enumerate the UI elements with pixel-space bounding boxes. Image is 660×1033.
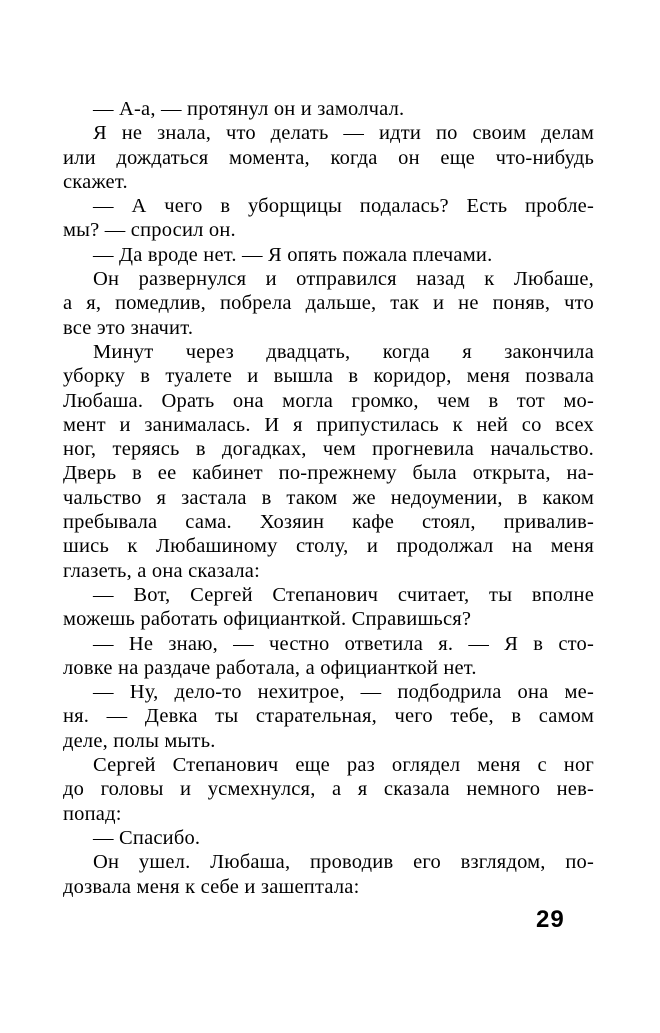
text-line: — А чего в уборщицы подалась? Есть пробле- [93, 195, 594, 218]
text-line: чальство я застала в таком же недоумении, в каком [63, 486, 594, 509]
text-block [63, 97, 594, 899]
paragraph [63, 121, 594, 194]
text-line: — Не знаю, — честно ответила я. — Я в сто- [93, 632, 594, 655]
text-line: ног, теряясь в догадках, чем прогневила начальство. [63, 438, 594, 461]
text-line: уборку в туалете и вышла в коридор, меня позвала [63, 365, 594, 388]
text-line: мент и занималась. И я припустилась к ней со всех [63, 413, 594, 436]
text-line: ловке на раздаче работала, а официанткой нет. [63, 656, 477, 679]
paragraph [63, 194, 594, 243]
text-line: деле, полы мыть. [63, 729, 216, 752]
text-line: Сергей Степанович еще раз оглядел меня с ног [93, 754, 594, 777]
text-line: до головы и усмехнулся, а я сказала немного нев- [63, 778, 594, 801]
text-line: — Да вроде нет. — Я опять пожала плечами. [93, 243, 493, 266]
text-line: Он ушел. Любаша, проводив его взглядом, по- [93, 851, 594, 874]
page-number: 29 [536, 906, 565, 933]
paragraph [63, 340, 594, 583]
text-line: — Спасибо. [93, 826, 201, 849]
text-line: пребывала сама. Хозяин кафе стоял, привалив- [63, 511, 594, 534]
text-line: дозвала меня к себе и зашептала: [63, 875, 360, 898]
text-line: скажет. [63, 170, 128, 193]
paragraph [63, 243, 594, 267]
text-line: — Вот, Сергей Степанович считает, ты вполне [93, 583, 594, 606]
text-line: можешь работать официанткой. Справишься? [63, 608, 472, 631]
text-line: — Ну, дело-то нехитрое, — подбодрила она ме- [93, 681, 594, 704]
text-line: ня. — Девка ты старательная, чего тебе, в самом [63, 705, 594, 728]
paragraph [63, 826, 594, 850]
paragraph [63, 97, 594, 121]
paragraph [63, 753, 594, 826]
paragraph [63, 850, 594, 899]
paragraph [63, 632, 594, 681]
text-line: Дверь в ее кабинет по-прежнему была открыта, на- [63, 462, 594, 485]
paragraph [63, 583, 594, 632]
text-line: или дождаться момента, когда он еще что-нибудь [63, 146, 594, 169]
text-line: глазеть, а она сказала: [63, 559, 260, 582]
text-line: Он развернулся и отправился назад к Любаше, [93, 268, 594, 291]
text-line: шись к Любашиному столу, и продолжал на меня [63, 535, 594, 558]
paragraph [63, 680, 594, 753]
text-line: Минут через двадцать, когда я закончила [93, 340, 594, 363]
text-line: Я не знала, что делать — идти по своим делам [93, 122, 594, 145]
text-line: мы? — спросил он. [63, 219, 236, 242]
paragraph [63, 267, 594, 340]
text-line: а я, помедлив, побрела дальше, так и не поняв, что [63, 292, 594, 315]
text-line: — А-а, — протянул он и замолчал. [93, 98, 405, 120]
text-line: Любаша. Орать она могла громко, чем в тот мо- [63, 389, 594, 412]
text-line: попад: [63, 802, 122, 825]
text-line: все это значит. [63, 316, 194, 339]
